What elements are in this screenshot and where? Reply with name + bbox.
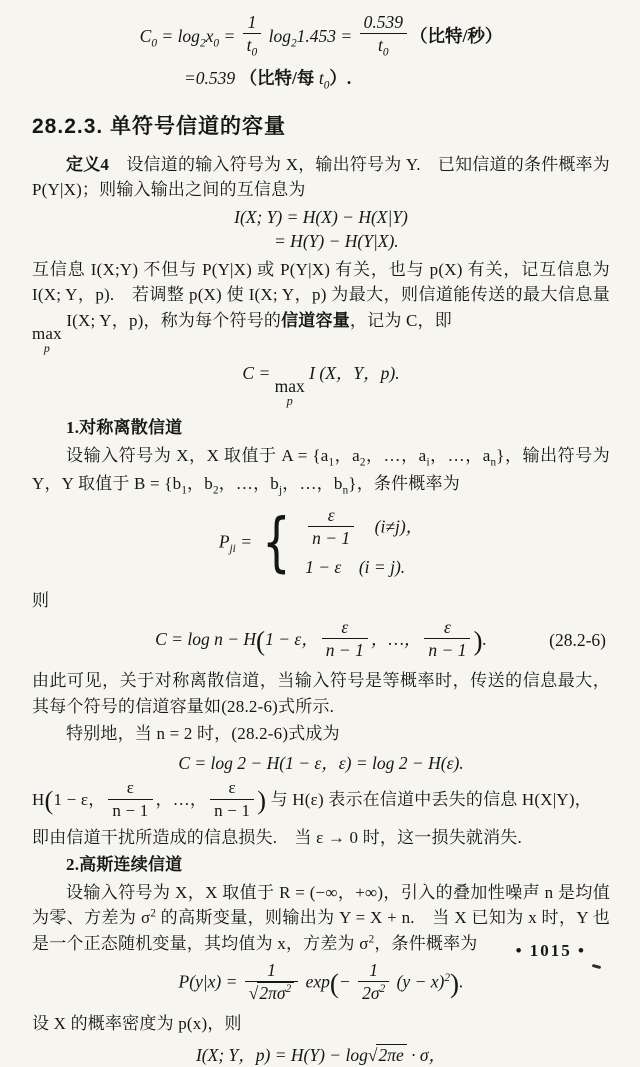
section-heading: 28.2.3. 单符号信道的容量: [32, 114, 287, 138]
paragraph-entropy-loss: H(1 − ε， $\frac{\varepsilon}{n - 1}$ ，…， $\frac{\varepsilon}{n - 1}$ ) 与 H(ε) 表示在信道中丢失的信息 H(X|Y)，: [32, 778, 592, 820]
eq-c0-line1: $C_0 = \log_2x_0$ = $\frac{1}{t_0}$ $\log_21.453$ = $\frac{0.539}{t_0}$ （比特/秒）: [139, 12, 503, 59]
eq-mutual-2: = H(Y) − H(Y|X).: [274, 231, 399, 252]
eq-mutual-1: I(X; Y) = H(X) − H(X|Y): [234, 206, 408, 227]
eq-mutual-gaussian: I(X; Y，p) = H(Y) − log√2πe · σ，: [195, 1044, 447, 1065]
eq-c0-line2: =0.539 （比特/每 $t_0$）.: [184, 67, 352, 92]
paragraph-special-case: 特别地，当 n = 2 时，(28.2-6)式成为: [66, 724, 340, 744]
paragraph-density: 设 X 的概率密度为 p(x)，则: [32, 1014, 242, 1034]
equation-number: (28.2-6): [549, 629, 606, 650]
eq-n2-case: C = log 2 − H(1 − ε，ε) = log 2 − H(ε).: [178, 752, 464, 773]
eq-conditional-prob: P(y|x) = $\frac{1}{√2\pi\sigma^2}$ exp(− $\frac{1}{2\sigma^2}$ $(y - x)^2$).: [178, 960, 464, 1004]
page-number: • 1015 •: [515, 941, 586, 960]
paragraph-then: 则: [32, 590, 50, 610]
paragraph-symmetric-setup: 设输入符号为 X，X 取值于 $A = \{a_1$，$a_2$，…，$a_i$，…，$a_n$}，输出符号为 Y，Y 取值于 $B = \{b_1$，$b_2$，…，$b_j$，…，$b_n$}，条件概率为: [32, 445, 611, 497]
subheading-symmetric-channel: 1.对称离散信道: [66, 418, 183, 438]
paragraph-gaussian-setup: 设输入符号为 X，X 取值于 R = (−∞，+∞)，引入的叠加性噪声 n 是均值为零、方差为 $\sigma^2$ 的高斯变量，则输出为 Y = X + n. 当 X 已知为 x 时，Y 也是一个正态随机变量，其均值为 x，方差为 $\sigma^2$，条件概率为: [32, 882, 611, 953]
paragraph-loss-vanish: 即由信道干扰所造成的信息损失. 当 ε → 0 时，这一损失就消失.: [32, 827, 522, 847]
paragraph-definition4: 定义4 设信道的输入符号为 X，输出符号为 Y. 已知信道的条件概率为 P(Y|X)；则输入输出之间的互信息为: [32, 154, 610, 200]
eq-pji-cases: $P_{ji}$ = { $\frac{\varepsilon}{n - 1}$ (i≠j)， 1 − ε (i = j).: [218, 504, 424, 580]
eq-28-2-6-body: C = log n − H(1 − ε， $\frac{\varepsilon}{n - 1}$ ，…， $\frac{\varepsilon}{n - 1}$ ).: [155, 617, 487, 661]
paragraph-conclusion: 由此可见，关于对称离散信道，当输入符号是等概率时，传送的信息最大，其每个符号的信道容量如(28.2-6)式所示.: [32, 671, 610, 716]
eq-capacity-max: C = max p I (X，Y，p).: [242, 362, 400, 409]
subheading-gaussian-channel: 2.高斯连续信道: [66, 855, 183, 874]
eq-28-2-6: [32, 619, 610, 662]
paragraph-mutual-info: 互信息 I(X;Y) 不但与 P(Y|X) 或 P(Y|X) 有关，也与 p(X) 有关，记互信息为 I(X; Y，p). 若调整 p(X) 使 I(X; Y，p) 为最大，则信道能传送的最大信息量 max p I(X; Y，p)，称为每个符号的信道容量，记为 C，即: [32, 259, 610, 356]
